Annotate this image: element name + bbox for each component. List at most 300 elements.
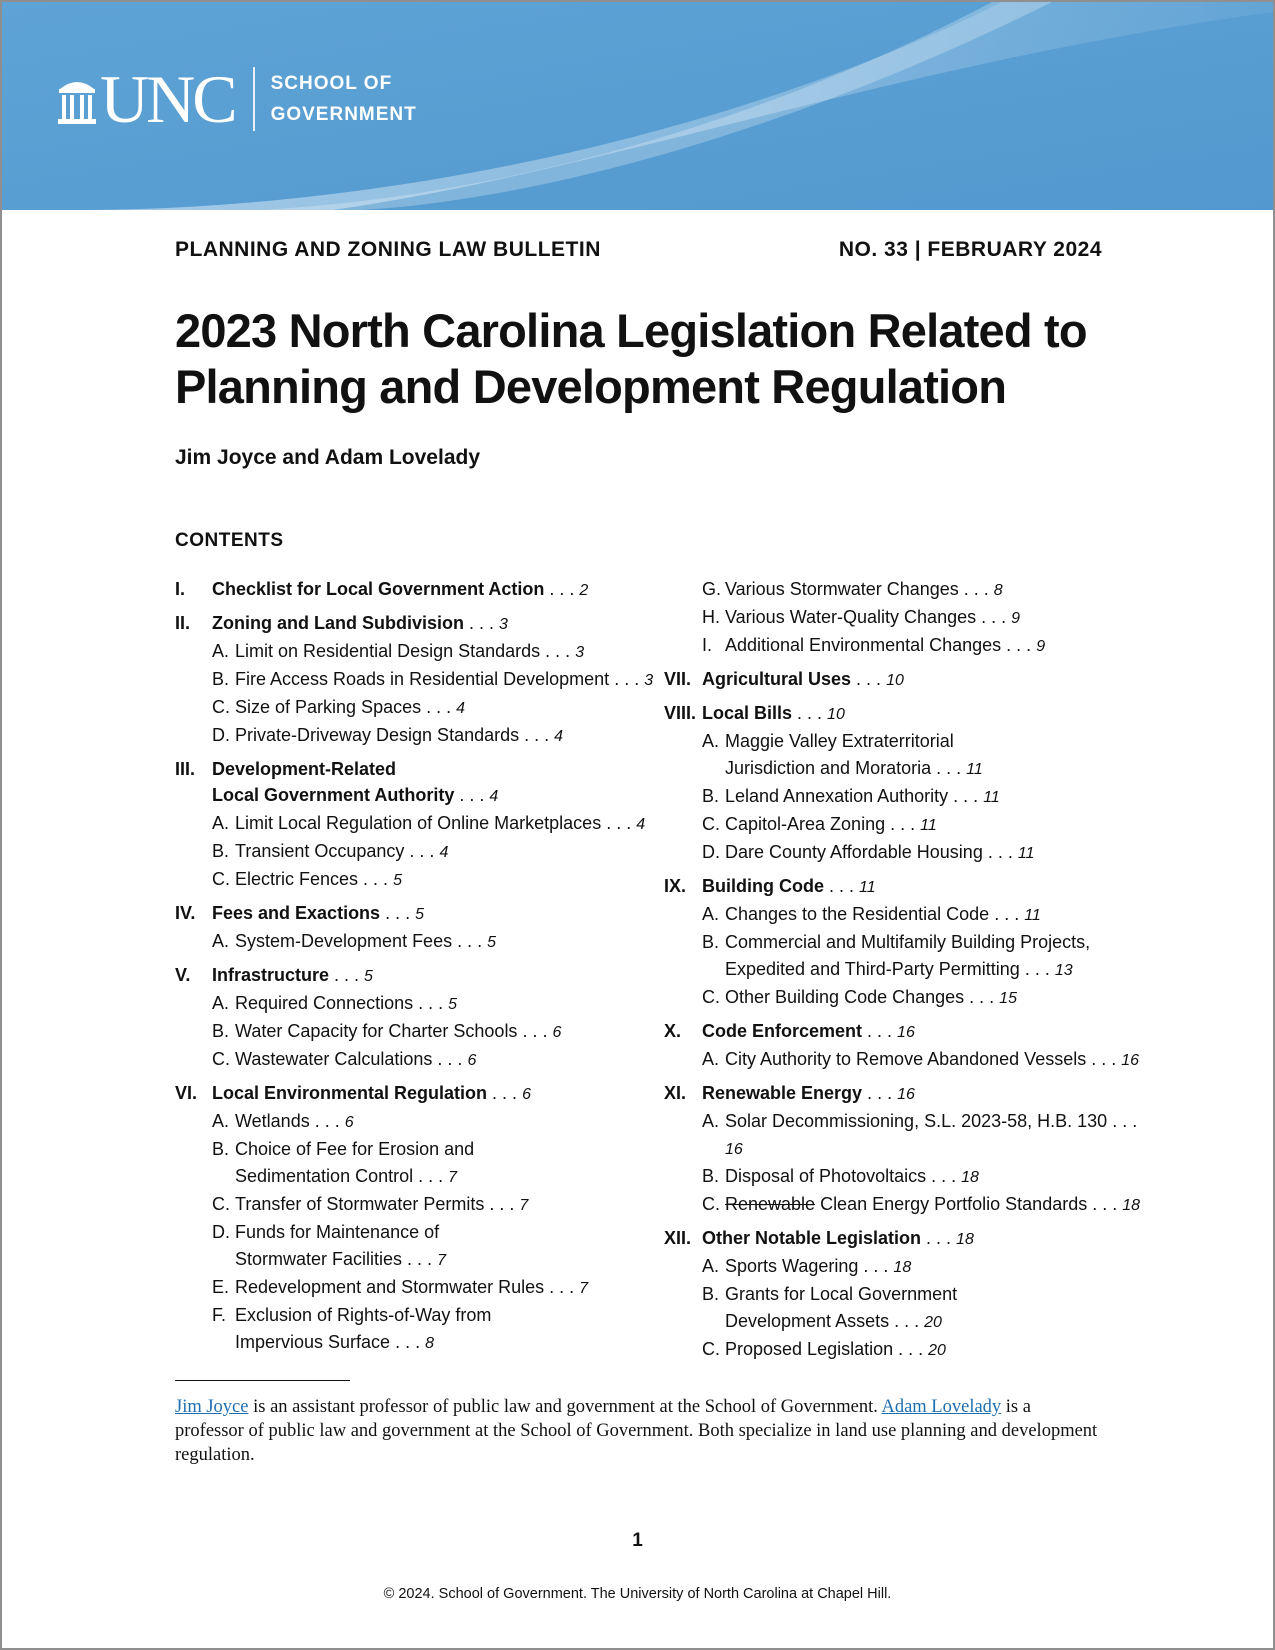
toc-subsection: [175, 666, 655, 694]
toc-subsection-title-text: Choice of Fee for Erosion and: [235, 1139, 475, 1159]
toc-subsection: [175, 722, 655, 750]
toc-leader-dots: . . .: [1001, 635, 1037, 655]
toc-section: [175, 756, 655, 894]
toc-subsection-title-text: Limit on Residential Design Standards: [235, 641, 541, 661]
toc-subsection-title-text: Proposed Legislation: [725, 1339, 894, 1359]
toc-section-heading: [664, 1225, 1144, 1253]
toc-section: [175, 1080, 655, 1357]
toc-leader-dots: . . .: [958, 579, 994, 599]
toc-subsection: [664, 1046, 1144, 1074]
toc-page-number: 7: [579, 1280, 589, 1297]
toc-section-title: [212, 782, 498, 810]
toc-subsection-letter: H.: [702, 607, 720, 627]
toc-subsection-title: [725, 984, 1017, 1012]
toc-leader-dots: . . .: [517, 1021, 553, 1041]
toc-section-title-text: Checklist for Local Government Action: [212, 579, 545, 599]
toc-section-title-text: Other Notable Legislation: [702, 1228, 922, 1248]
toc-subsection-title-text: Electric Fences: [235, 869, 359, 889]
toc-page-number: 11: [1017, 845, 1035, 862]
toc-subsection-title: [235, 722, 563, 750]
toc-leader-dots: . . .: [964, 987, 1000, 1007]
toc-subsection-title-text: Various Water-Quality Changes: [725, 607, 977, 627]
toc-subsection-title: [235, 1329, 434, 1357]
toc-section-title-text: Fees and Exactions: [212, 903, 381, 923]
toc-struck-text: Renewable: [725, 1194, 816, 1214]
toc-leader-dots: . . .: [976, 607, 1012, 627]
toc-section-title: [212, 576, 588, 604]
toc-page-number: 9: [1011, 610, 1021, 627]
toc-page-number: 5: [448, 996, 458, 1013]
toc-subsection-title: [725, 1281, 957, 1308]
toc-page-number: 3: [644, 672, 654, 689]
toc-subsection-title-text: Private-Driveway Design Standards: [235, 725, 520, 745]
toc-left-column: [175, 576, 655, 1363]
toc-subsection: [175, 1219, 655, 1246]
toc-subsection: [175, 1163, 655, 1191]
toc-subsection-letter: D.: [212, 725, 230, 745]
toc-subsection-title-text: Expedited and Third-Party Permitting: [725, 959, 1020, 979]
toc-page-number: 4: [554, 728, 564, 745]
toc-subsection-title-text: Changes to the Residential Code: [725, 904, 990, 924]
toc-subsection-title-text: Commercial and Multifamily Building Projects,: [725, 932, 1091, 952]
toc-subsection-title: [725, 632, 1045, 660]
toc-section-heading: [175, 610, 655, 638]
toc-subsection-letter: [702, 755, 725, 783]
toc-subsection-title: [235, 990, 457, 1018]
toc-section-number: XII.: [664, 1228, 692, 1248]
toc-section-number: [175, 782, 212, 810]
toc-leader-dots: . . .: [1019, 959, 1055, 979]
toc-page-number: 7: [519, 1197, 529, 1214]
toc-subsection: [664, 811, 1144, 839]
bulletin-series: PLANNING AND ZONING LAW BULLETIN: [175, 238, 601, 261]
toc-subsection: [664, 1253, 1144, 1281]
toc-page-number: 4: [439, 844, 449, 861]
toc-leader-dots: . . .: [989, 904, 1025, 924]
toc-section-title: [212, 1080, 531, 1108]
toc-subsection: [175, 1108, 655, 1136]
toc-page-number: 20: [928, 1342, 946, 1359]
toc-page-number: 6: [552, 1024, 562, 1041]
toc-page-number: 8: [425, 1335, 434, 1352]
toc-right-column: [664, 576, 1144, 1370]
toc-subsection: [175, 838, 655, 866]
authors: Jim Joyce and Adam Lovelady: [175, 446, 481, 469]
toc-subsection-letter: C.: [702, 987, 720, 1007]
toc-subsection-title: [725, 728, 954, 755]
toc-section-heading: [175, 900, 655, 928]
title-line-2: Planning and Development Regulation: [175, 360, 1007, 413]
toc-subsection: [664, 1163, 1144, 1191]
toc-subsection: [175, 638, 655, 666]
toc-leader-dots: . . .: [452, 931, 488, 951]
toc-subsection-title-text: Stormwater Facilities: [235, 1249, 403, 1269]
toc-page-number: 5: [415, 906, 424, 923]
toc-subsection-title: [235, 1274, 588, 1302]
toc-subsection-title: [235, 1018, 561, 1046]
toc-subsection-title: [725, 1336, 946, 1364]
toc-section: [664, 1018, 1144, 1074]
toc-section-number: V.: [175, 965, 191, 985]
toc-subsection: [664, 632, 1144, 660]
logo-divider: [253, 67, 255, 131]
toc-subsection-title: [725, 1108, 1144, 1163]
toc-subsection: [175, 1302, 655, 1329]
toc-subsection-title: [725, 929, 1090, 956]
toc-section-title-text: Local Government Authority: [212, 785, 455, 805]
toc-page-number: 2: [579, 582, 589, 599]
toc-leader-dots: . . .: [851, 669, 887, 689]
toc-subsection-title: [725, 1163, 979, 1191]
toc-subsection-title: [235, 1219, 439, 1246]
toc-subsection-letter: F.: [212, 1305, 227, 1325]
toc-section-heading: [664, 700, 1144, 728]
toc-leader-dots: . . .: [926, 1166, 962, 1186]
toc-subsection-title: [725, 755, 983, 783]
toc-subsection-letter: C.: [702, 1339, 720, 1359]
toc-leader-dots: . . .: [413, 1166, 449, 1186]
toc-subsection-title: [235, 666, 653, 694]
toc-section-heading: [175, 962, 655, 990]
toc-section: [664, 666, 1144, 694]
toc-subsection-title-text: Dare County Affordable Housing: [725, 842, 983, 862]
toc-leader-dots: . . .: [948, 786, 984, 806]
toc-subsection-title-text: Other Building Code Changes: [725, 987, 965, 1007]
toc-subsection-title-text: Sedimentation Control: [235, 1166, 414, 1186]
toc-page-number: 13: [1054, 962, 1073, 979]
toc-subsection: [664, 1108, 1144, 1163]
title-line-1: 2023 North Carolina Legislation Related to: [175, 304, 1087, 357]
toc-subsection-letter: B.: [702, 1166, 720, 1186]
toc-page-number: 18: [956, 1231, 974, 1248]
toc-section: [175, 576, 655, 604]
toc-subsection-title-text: Water Capacity for Charter Schools: [235, 1021, 518, 1041]
toc-leader-dots: . . .: [862, 1021, 898, 1041]
toc-subsection-letter: A.: [702, 904, 720, 924]
toc-section-title: [212, 962, 373, 990]
toc-leader-dots: . . .: [413, 993, 449, 1013]
toc-section: [175, 900, 655, 956]
toc-section-title-text: Building Code: [702, 876, 824, 896]
toc-subsection-title-text: Required Connections: [235, 993, 414, 1013]
toc-subsection-letter: I.: [702, 635, 713, 655]
toc-leader-dots: . . .: [862, 1083, 898, 1103]
toc-leader-dots: . . .: [463, 613, 499, 633]
toc-section-title: [702, 666, 904, 694]
toc-subsection-title: [725, 1308, 942, 1336]
author-link-adam-lovelady[interactable]: Adam Lovelady: [881, 1397, 1002, 1417]
toc-subsection-title-text: Solar Decommissioning, S.L. 2023-58, H.B. 130: [725, 1111, 1108, 1131]
toc-leader-dots: . . .: [544, 579, 580, 599]
toc-subsection-letter: A.: [212, 931, 230, 951]
toc-page-number: 5: [487, 934, 497, 951]
toc-subsection-letter: D.: [212, 1222, 230, 1242]
toc-subsection-title-text: Various Stormwater Changes: [725, 579, 959, 599]
toc-page-number: 16: [897, 1086, 915, 1103]
toc-subsection-letter: [212, 1246, 235, 1274]
toc-section-title-text: Infrastructure: [212, 965, 330, 985]
toc-section-title-text: Zoning and Land Subdivision: [212, 613, 464, 633]
toc-subsection: [664, 984, 1144, 1012]
toc-subsection: [664, 1191, 1144, 1219]
unc-wordmark: UNC: [100, 61, 235, 137]
toc-section-number: IV.: [175, 903, 196, 923]
toc-subsection-title: [235, 694, 465, 722]
toc-subsection: [175, 1329, 655, 1357]
toc-page-number: 10: [827, 706, 845, 723]
toc-subsection-title-text: Maggie Valley Extraterritorial: [725, 731, 954, 751]
toc-leader-dots: . . .: [390, 1332, 426, 1352]
toc-leader-dots: . . .: [404, 841, 440, 861]
toc-subsection-title: [235, 1136, 474, 1163]
toc-section: [664, 1080, 1144, 1219]
toc-section-title: [212, 756, 396, 782]
toc-subsection-title: [235, 638, 584, 666]
toc-leader-dots: . . .: [1086, 1049, 1122, 1069]
school-line-2: GOVERNMENT: [270, 104, 417, 125]
toc-section: [664, 873, 1144, 1012]
toc-subsection-letter: C.: [702, 1194, 720, 1214]
author-footnote: [175, 1395, 1100, 1467]
toc-page-number: 20: [924, 1314, 942, 1331]
toc-leader-dots: . . .: [931, 758, 967, 778]
toc-subsection-letter: C.: [212, 1049, 230, 1069]
toc-leader-dots: . . .: [540, 641, 576, 661]
toc-section: [664, 576, 1144, 660]
toc-subsection-letter: C.: [212, 869, 230, 889]
toc-subsection-letter: [212, 1329, 235, 1357]
toc-subsection-title: [725, 1046, 1139, 1074]
toc-leader-dots: . . .: [519, 725, 555, 745]
toc-page-number: 5: [393, 872, 402, 889]
toc-page-number: 16: [1121, 1052, 1140, 1069]
toc-leader-dots: . . .: [858, 1256, 894, 1276]
toc-subsection-title: [235, 810, 645, 838]
school-line-1: SCHOOL OF: [270, 73, 393, 94]
toc-subsection-title: [235, 1108, 354, 1136]
toc-subsection-letter: A.: [702, 731, 720, 751]
toc-subsection-title-text: Transient Occupancy: [235, 841, 405, 861]
toc-leader-dots: . . .: [982, 842, 1018, 862]
toc-subsection-title: [725, 1253, 911, 1281]
toc-section-heading: [664, 1080, 1144, 1108]
toc-subsection: [664, 783, 1144, 811]
toc-subsection-title-text: Impervious Surface: [235, 1332, 391, 1352]
toc-page-number: 9: [1036, 638, 1046, 655]
toc-section-title-text: Code Enforcement: [702, 1021, 863, 1041]
toc-subsection: [664, 755, 1144, 783]
toc-subsection-letter: B.: [702, 932, 720, 952]
toc-subsection-letter: B.: [702, 1284, 720, 1304]
toc-leader-dots: . . .: [823, 876, 859, 896]
toc-leader-dots: . . .: [358, 869, 394, 889]
toc-subsection-title-text: Clean Energy Portfolio Standards: [815, 1194, 1088, 1214]
toc-leader-dots: . . .: [329, 965, 365, 985]
toc-subsection-title: [235, 928, 496, 956]
school-of-government-label: [271, 68, 417, 130]
toc-subsection: [664, 1308, 1144, 1336]
toc-page-number: 11: [983, 789, 1000, 806]
toc-page-number: 7: [437, 1252, 446, 1269]
toc-subsection-title: [725, 1191, 1140, 1219]
toc-section-title: [702, 873, 876, 901]
toc-leader-dots: . . .: [601, 813, 637, 833]
toc-section-heading: [664, 666, 1144, 694]
header-banner: [2, 2, 1273, 210]
toc-leader-dots: . . .: [484, 1194, 520, 1214]
toc-subsection-title: [235, 1302, 491, 1329]
toc-subsection: [664, 901, 1144, 929]
toc-subsection: [664, 929, 1144, 956]
toc-subsection-title-text: Wastewater Calculations: [235, 1049, 433, 1069]
toc-page-number: 11: [859, 879, 876, 896]
toc-leader-dots: . . .: [893, 1339, 929, 1359]
toc-page-number: 4: [489, 788, 499, 805]
toc-section-number: IX.: [664, 876, 687, 896]
toc-section-heading: [175, 782, 655, 810]
toc-subsection-title-text: Size of Parking Spaces: [235, 697, 422, 717]
toc-leader-dots: . . .: [792, 703, 828, 723]
toc-subsection-title-text: System-Development Fees: [235, 931, 453, 951]
toc-subsection-title-text: Development Assets: [725, 1311, 890, 1331]
toc-subsection-title-text: Exclusion of Rights-of-Way from: [235, 1305, 492, 1325]
author-link-jim-joyce[interactable]: Jim Joyce: [175, 1397, 249, 1417]
toc-subsection: [175, 1018, 655, 1046]
toc-page-number: 11: [966, 761, 983, 778]
toc-subsection-title: [235, 1046, 476, 1074]
toc-subsection-letter: D.: [702, 842, 720, 862]
toc-leader-dots: . . .: [380, 903, 416, 923]
toc-section-title: [212, 900, 424, 928]
toc-subsection-title: [725, 901, 1041, 929]
toc-page-number: 18: [893, 1259, 912, 1276]
toc-section-heading: [664, 1018, 1144, 1046]
toc-section-number: I.: [175, 579, 186, 599]
toc-page-number: 6: [522, 1086, 531, 1103]
toc-section-heading: [175, 1080, 655, 1108]
toc-section-title: [212, 610, 508, 638]
page-number: 1: [632, 1530, 643, 1551]
toc-subsection-letter: B.: [212, 1139, 230, 1159]
toc-subsection: [175, 990, 655, 1018]
toc-page-number: 7: [448, 1169, 458, 1186]
toc-subsection-title-text: Grants for Local Government: [725, 1284, 958, 1304]
toc-leader-dots: . . .: [1087, 1194, 1123, 1214]
toc-page-number: 3: [575, 644, 585, 661]
toc-leader-dots: . . .: [454, 785, 490, 805]
unc-logo: [56, 61, 417, 137]
toc-page-number: 16: [897, 1024, 915, 1041]
toc-page-number: 15: [999, 990, 1017, 1007]
toc-section-title: [702, 1080, 915, 1108]
toc-subsection-letter: [702, 956, 725, 984]
toc-section-heading: [175, 756, 655, 782]
toc-subsection-letter: B.: [702, 786, 720, 806]
toc-subsection-letter: [702, 1308, 725, 1336]
toc-leader-dots: . . .: [609, 669, 645, 689]
toc-leader-dots: . . .: [885, 814, 921, 834]
toc-subsection-title-text: Leland Annexation Authority: [725, 786, 949, 806]
toc-subsection-letter: A.: [212, 641, 230, 661]
toc-subsection: [175, 694, 655, 722]
toc-subsection-title: [725, 956, 1073, 984]
toc-subsection: [664, 604, 1144, 632]
toc-subsection-title: [725, 811, 937, 839]
toc-subsection-letter: G.: [702, 579, 722, 599]
toc-page-number: 10: [886, 672, 904, 689]
toc-page-number: 6: [344, 1114, 354, 1131]
toc-section-title-text: Local Environmental Regulation: [212, 1083, 488, 1103]
toc-subsection: [175, 810, 655, 838]
toc-section: [664, 700, 1144, 867]
toc-leader-dots: . . .: [309, 1111, 345, 1131]
toc-section: [175, 962, 655, 1074]
toc-subsection: [175, 866, 655, 894]
toc-subsection-title-text: Capitol-Area Zoning: [725, 814, 886, 834]
toc-subsection: [664, 1336, 1144, 1364]
toc-subsection-letter: B.: [212, 1021, 230, 1041]
toc-subsection-title: [235, 1163, 457, 1191]
toc-leader-dots: . . .: [421, 697, 457, 717]
toc-leader-dots: . . .: [432, 1049, 468, 1069]
toc-leader-dots: . . .: [889, 1311, 925, 1331]
toc-section: [175, 610, 655, 750]
toc-subsection-letter: C.: [212, 697, 230, 717]
toc-subsection-letter: B.: [212, 669, 230, 689]
toc-subsection: [175, 1046, 655, 1074]
issue-number-date: NO. 33 | FEBRUARY 2024: [838, 238, 1102, 261]
toc-subsection-letter: A.: [212, 1111, 230, 1131]
copyright-notice: © 2024. School of Government. The University of North Carolina at Chapel Hill.: [383, 1586, 892, 1602]
toc-subsection-title-text: Sports Wagering: [725, 1256, 859, 1276]
toc-section-heading: [175, 576, 655, 604]
footnote-rule: [175, 1380, 350, 1381]
toc-section-title: [702, 700, 845, 728]
toc-subsection-title-text: Limit Local Regulation of Online Marketplaces: [235, 813, 602, 833]
toc-subsection: [175, 1274, 655, 1302]
toc-leader-dots: . . .: [402, 1249, 438, 1269]
contents-heading: CONTENTS: [175, 530, 284, 551]
toc-section-number: X.: [664, 1021, 682, 1041]
toc-leader-dots: . . .: [1107, 1111, 1138, 1131]
toc-subsection-title: [725, 576, 1003, 604]
toc-page-number: 5: [364, 968, 373, 985]
toc-subsection-title-text: City Authority to Remove Abandoned Vessels: [725, 1049, 1087, 1069]
footnote-text-1: is an assistant professor of public law and government at the School of Government.: [248, 1397, 882, 1417]
toc-page-number: 11: [1024, 907, 1041, 924]
toc-page-number: 8: [993, 582, 1003, 599]
toc-subsection-title: [725, 783, 1000, 811]
footnote-text-2: is a professor of public law and government at the School of Government. Both specialize in land use planning and development regulation.: [175, 1397, 1098, 1465]
toc-subsection-title: [235, 866, 402, 894]
toc-section-title: [702, 1225, 974, 1253]
toc-subsection-letter: A.: [212, 993, 230, 1013]
toc-subsection-title-text: Transfer of Stormwater Permits: [235, 1194, 485, 1214]
toc-subsection: [664, 839, 1144, 867]
toc-section-title-text: Agricultural Uses: [702, 669, 852, 689]
toc-leader-dots: . . .: [487, 1083, 523, 1103]
toc-section-number: VI.: [175, 1083, 198, 1103]
toc-subsection-letter: [212, 1163, 235, 1191]
toc-subsection-title-text: Additional Environmental Changes: [725, 635, 1002, 655]
toc-subsection-title-text: Wetlands: [235, 1111, 310, 1131]
toc-subsection: [664, 1281, 1144, 1308]
toc-section-number: II.: [175, 613, 191, 633]
toc-subsection-title-text: Fire Access Roads in Residential Development: [235, 669, 610, 689]
toc-subsection-title: [725, 604, 1020, 632]
toc-page-number: 4: [456, 700, 466, 717]
toc-section-title: [702, 1018, 915, 1046]
